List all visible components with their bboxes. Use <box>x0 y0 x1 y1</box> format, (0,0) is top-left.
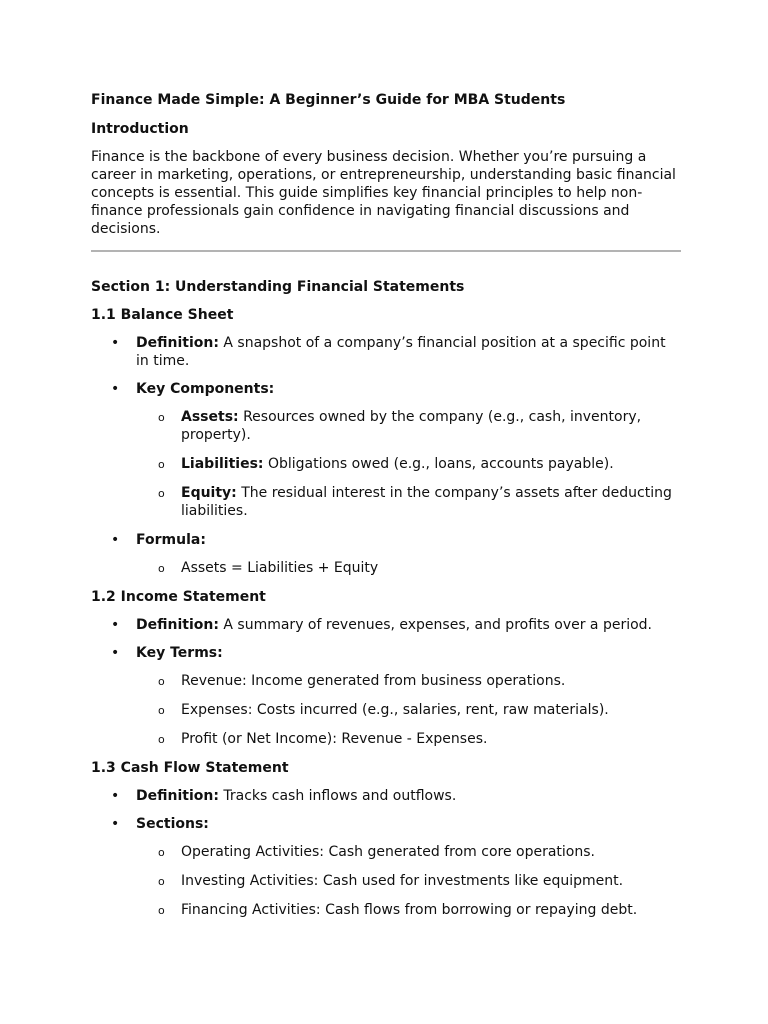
balance-sheet-heading: 1.1 Balance Sheet <box>91 307 234 323</box>
definition-text: A summary of revenues, expenses, and profits over a period. <box>218 617 653 633</box>
list-item <box>91 559 681 577</box>
definition-label: Definition: <box>136 617 219 633</box>
bullet-icon: • <box>111 816 120 832</box>
component-text: The residual interest in the company’s assets after deducting liabilities. <box>181 485 672 519</box>
list-item <box>91 334 681 370</box>
term-text: Revenue: Income generated from business operations. <box>181 673 566 689</box>
section-text: Investing Activities: Cash used for investments like equipment. <box>181 873 624 889</box>
sub-bullet-icon: o <box>158 704 165 717</box>
sub-bullet-icon: o <box>158 458 165 471</box>
list-item <box>91 787 681 805</box>
key-components-label: Key Components: <box>136 381 275 397</box>
sub-bullet-icon: o <box>158 487 165 500</box>
cash-flow-heading: 1.3 Cash Flow Statement <box>91 760 289 776</box>
sub-bullet-icon: o <box>158 562 165 575</box>
bullet-icon: • <box>111 335 120 351</box>
list-item <box>91 408 681 444</box>
list-item <box>91 380 681 520</box>
sections-list <box>136 843 681 919</box>
sub-bullet-icon: o <box>158 904 165 917</box>
formula-text: Assets = Liabilities + Equity <box>181 560 379 576</box>
document-content <box>91 91 681 930</box>
section-text: Operating Activities: Cash generated from core operations. <box>181 844 595 860</box>
list-item <box>91 672 681 690</box>
bullet-icon: • <box>111 381 120 397</box>
income-statement-list <box>91 616 681 748</box>
component-label: Liabilities: <box>181 456 264 472</box>
list-item <box>91 730 681 748</box>
bullet-icon: • <box>111 617 120 633</box>
sub-bullet-icon: o <box>158 733 165 746</box>
intro-paragraph: Finance is the backbone of every business decision. Whether you’re pursuing a career in marketing, operations, or entrepreneurship, understanding basic financial concepts is essential. This guide simplifies key financial principles to help non-finance professionals gain confidence in navigating financial discussions and decisions. <box>91 149 676 237</box>
bullet-icon: • <box>111 788 120 804</box>
bullet-icon: • <box>111 532 120 548</box>
list-item <box>91 701 681 719</box>
sub-bullet-icon: o <box>158 675 165 688</box>
list-item <box>91 531 681 577</box>
definition-text: Tracks cash inflows and outflows. <box>218 788 457 804</box>
list-item <box>91 455 681 473</box>
component-text: Resources owned by the company (e.g., cash, inventory, property). <box>181 409 642 443</box>
component-label: Assets: <box>181 409 239 425</box>
sub-bullet-icon: o <box>158 411 165 424</box>
sub-bullet-icon: o <box>158 875 165 888</box>
formula-list <box>136 559 681 577</box>
components-list <box>136 408 681 520</box>
list-item <box>91 901 681 919</box>
terms-list <box>136 672 681 748</box>
formula-label: Formula: <box>136 532 206 548</box>
definition-text: A snapshot of a company’s financial position at a specific point in time. <box>136 335 666 369</box>
term-text: Expenses: Costs incurred (e.g., salaries, rent, raw materials). <box>181 702 609 718</box>
intro-heading: Introduction <box>91 121 189 137</box>
sub-bullet-icon: o <box>158 846 165 859</box>
list-item <box>91 484 681 520</box>
sections-label: Sections: <box>136 816 209 832</box>
document-title: Finance Made Simple: A Beginner’s Guide for MBA Students <box>91 92 566 108</box>
term-text: Profit (or Net Income): Revenue - Expenses. <box>181 731 488 747</box>
cash-flow-list <box>91 787 681 919</box>
section-1-heading: Section 1: Understanding Financial Statements <box>91 279 465 295</box>
list-item <box>91 843 681 861</box>
bullet-icon: • <box>111 645 120 661</box>
component-label: Equity: <box>181 485 237 501</box>
list-item <box>91 872 681 890</box>
list-item <box>91 616 681 634</box>
section-text: Financing Activities: Cash flows from borrowing or repaying debt. <box>181 902 638 918</box>
component-text: Obligations owed (e.g., loans, accounts payable). <box>263 456 614 472</box>
definition-label: Definition: <box>136 788 219 804</box>
list-item <box>91 644 681 748</box>
key-terms-label: Key Terms: <box>136 645 223 661</box>
balance-sheet-list <box>91 334 681 577</box>
definition-label: Definition: <box>136 335 219 351</box>
income-statement-heading: 1.2 Income Statement <box>91 589 266 605</box>
horizontal-divider <box>91 250 681 252</box>
list-item <box>91 815 681 919</box>
